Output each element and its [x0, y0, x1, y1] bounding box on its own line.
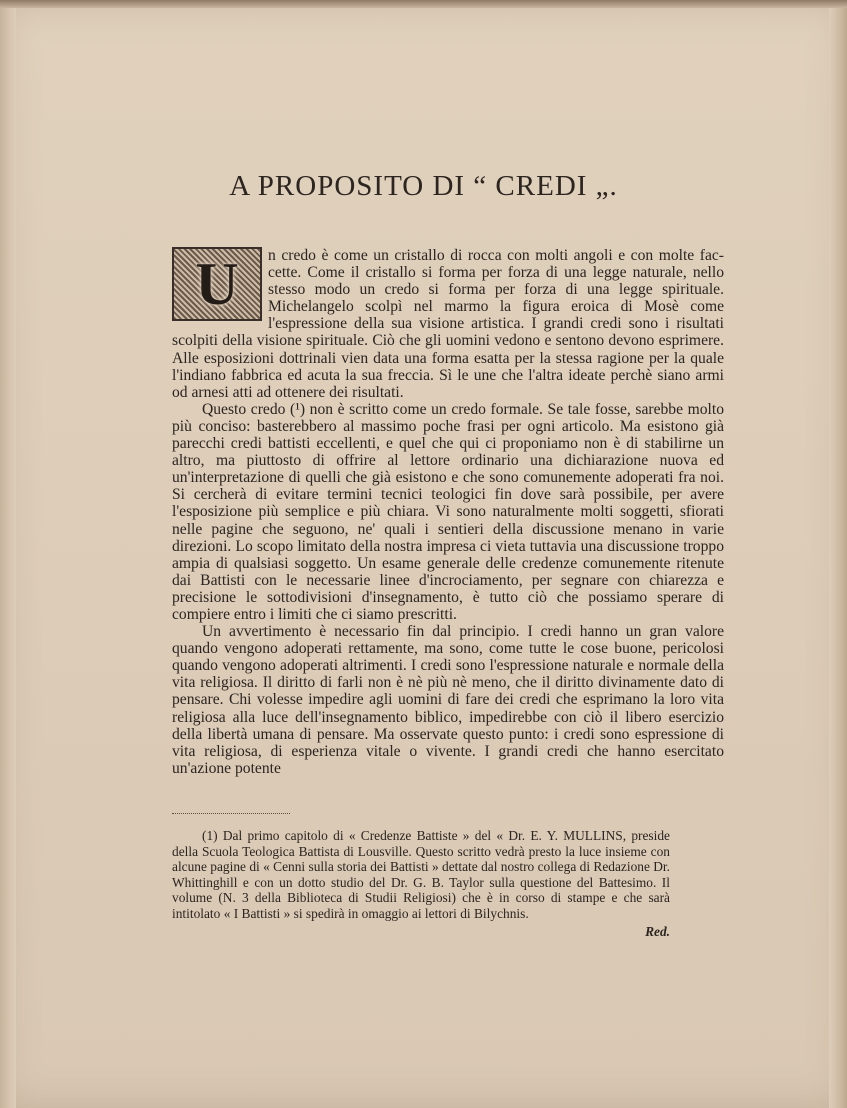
article-title: A PROPOSITO DI “ CREDI „.: [229, 170, 618, 202]
dropcap-letter: U: [195, 251, 239, 317]
footnote-text: (1) Dal primo capitolo di « Credenze Battiste » del « Dr. E. Y. MULLINS, preside della Scuola Teologica Battista di Lousville. Questo scritto vedrà presto la luce insieme con alcune pagine di « Cenni sulla storia dei Battisti » dettate dal nostro collega di Redazione Dr. Whittinghill e con un dotto studio del Dr. G. B. Taylor sulla questione del Battesimo. Il volume (N. 3 della Biblioteca di Studii Religiosi) che è in corso di stampe e che sarà intitolato « I Battisti » si spedirà in omaggio ai lettori di Bilychnis.: [172, 828, 670, 921]
paragraph-1: [172, 247, 724, 401]
ornamental-dropcap: [172, 247, 262, 321]
footnote-signature: Red.: [645, 924, 670, 939]
paragraph-2: Questo credo (¹) non è scritto come un credo formale. Se tale fosse, sarebbe molto più conciso: basterebbero al massimo poche frasi per ogni articolo. Ma esistono già parecchi credi battisti eccellenti, e quel che qui ci proponiamo non è di stabilirne un altro, ma piuttosto di offrire al lettore ordinario una dichiarazione nuova ed un'interpretazione di quelli che già esistono e che sono comunemente adoperati fra noi. Si cercherà di evitare termini tecnici teologici fin dove sarà possibile, per avere l'esposizione più semplice e più chiara. Vi sono naturalmente molti soggetti, sfiorati nelle pagine che seguono, ne' quali i sentieri della discussione menano in varie direzioni. Lo scopo limitato della nostra impresa ci vieta tuttavia una discussione troppo ampia di qualsiasi soggetto. Un esame generale delle credenze comunemente ritenute dai Battisti con le necessarie linee d'incrociamento, per segnare con chiarezza e precisione le sottodivisioni d'insegnamento, è tutto ciò che possiamo sperare di compiere entro i limiti che ci siamo prescritti.: [172, 400, 724, 623]
page-edge-left: [0, 0, 16, 1108]
article-body: [172, 247, 724, 777]
footnote: [172, 828, 670, 940]
paragraph-3: Un avvertimento è necessario fin dal principio. I credi hanno un gran valore quando vengono adoperati rettamente, ma sono, come tutte le cose buone, pericolosi quando vengono adoperati altrimenti. I credi sono l'espressione naturale e normale della vita religiosa. Il diritto di farli non è nè più nè meno, che il diritto divinamente dato di pensare. Chi volesse impedire agli uomini di fare dei credi che esprimano la loro vita religiosa alla luce dell'insegnamento biblico, impedirebbe con ciò il libero esercizio della libertà umana di pensare. Ma osservate questo punto: i credi sono espressione di vita religiosa, di esperienza vitale o vivente. I grandi credi che hanno esercitato un'azione potente: [172, 623, 724, 777]
page-edge-top: [0, 0, 847, 8]
paragraph-1-text: n credo è come un cristallo di rocca con molti angoli e con molte fac-cette. Come il cristallo si forma per forza di una legge naturale, nello stesso modo un credo si forma per forza di una legge spirituale. Michelangelo scolpì nel marmo la figura eroica di Mosè come l'espressione della sua visione artistica. I grandi credi sono i risultati scolpiti della visione spirituale. Ciò che gli uomini vedono e sentono devono esprimere. Alle esposizioni dottrinali vien data una forma esatta per la stessa ragione per la quale l'indiano fabbrica ed acuta la sua freccia. Sì le une che l'altra ideate perchè siano armi od arnesi atti ad ottenere dei risultati.: [172, 247, 724, 401]
footnote-separator: [172, 813, 290, 814]
page-edge-right: [829, 0, 847, 1108]
